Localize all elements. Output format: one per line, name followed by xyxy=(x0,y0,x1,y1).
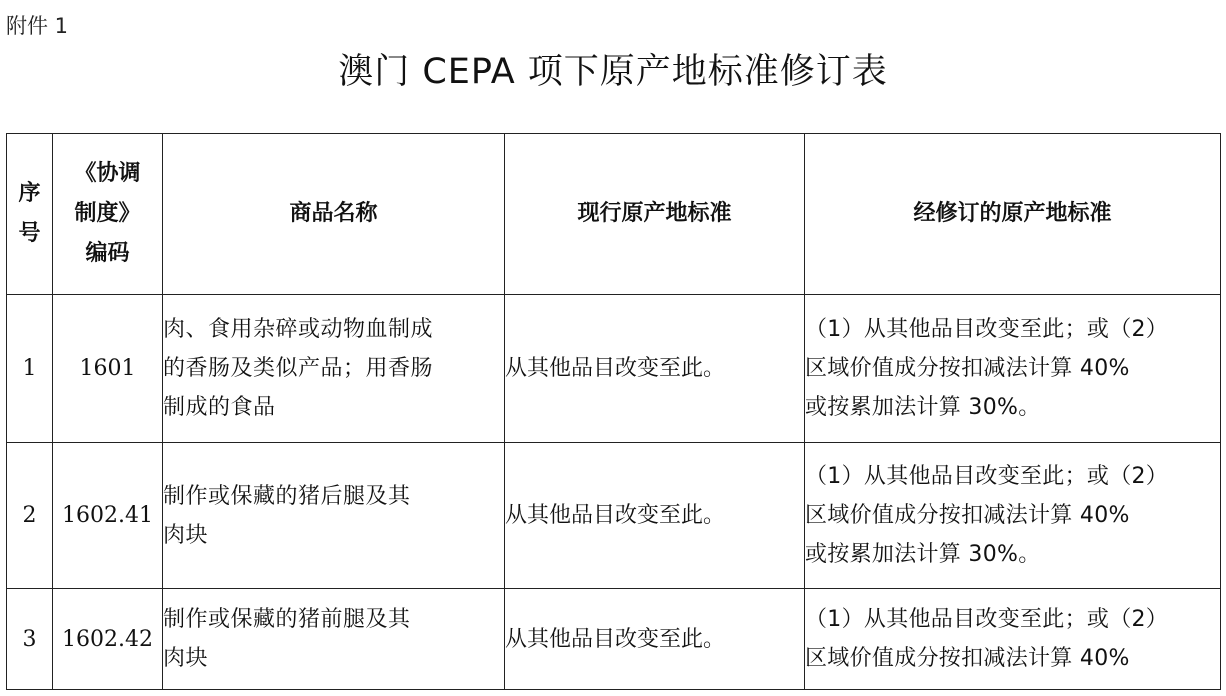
column-header-product-name: 商品名称 xyxy=(163,134,505,295)
table-header-row xyxy=(7,134,1221,295)
cell-seq: 1 xyxy=(7,295,53,443)
column-header-revised-standard: 经修订的原产地标准 xyxy=(805,134,1221,295)
cell-hs-code: 1602.42 xyxy=(53,589,163,690)
cell-product-name: 制作或保藏的猪前腿及其 肉块 xyxy=(163,589,505,690)
cell-current-standard: 从其他品目改变至此。 xyxy=(505,589,805,690)
cell-hs-code: 1601 xyxy=(53,295,163,443)
cell-seq: 3 xyxy=(7,589,53,690)
cell-revised-standard: （1）从其他品目改变至此；或（2） 区域价值成分按扣减法计算 40% 或按累加法计算 30%。 xyxy=(805,295,1221,443)
document-title: 澳门 CEPA 项下原产地标准修订表 xyxy=(338,52,888,92)
column-header-hs-code: 《协调制度》编码 xyxy=(53,134,163,295)
column-header-seq: 序号 xyxy=(7,134,53,295)
table-row xyxy=(7,589,1221,690)
cell-hs-code: 1602.41 xyxy=(53,443,163,589)
cell-product-name: 肉、食用杂碎或动物血制成 的香肠及类似产品；用香肠 制成的食品 xyxy=(163,295,505,443)
cell-revised-standard: （1）从其他品目改变至此；或（2） 区域价值成分按扣减法计算 40% xyxy=(805,589,1221,690)
table-row xyxy=(7,443,1221,589)
cell-current-standard: 从其他品目改变至此。 xyxy=(505,443,805,589)
cell-revised-standard: （1）从其他品目改变至此；或（2） 区域价值成分按扣减法计算 40% 或按累加法计算 30%。 xyxy=(805,443,1221,589)
table-row xyxy=(7,295,1221,443)
cell-seq: 2 xyxy=(7,443,53,589)
origin-standards-table xyxy=(6,133,1221,690)
attachment-label: 附件 1 xyxy=(6,14,69,38)
column-header-current-standard: 现行原产地标准 xyxy=(505,134,805,295)
cell-current-standard: 从其他品目改变至此。 xyxy=(505,295,805,443)
cell-product-name: 制作或保藏的猪后腿及其 肉块 xyxy=(163,443,505,589)
